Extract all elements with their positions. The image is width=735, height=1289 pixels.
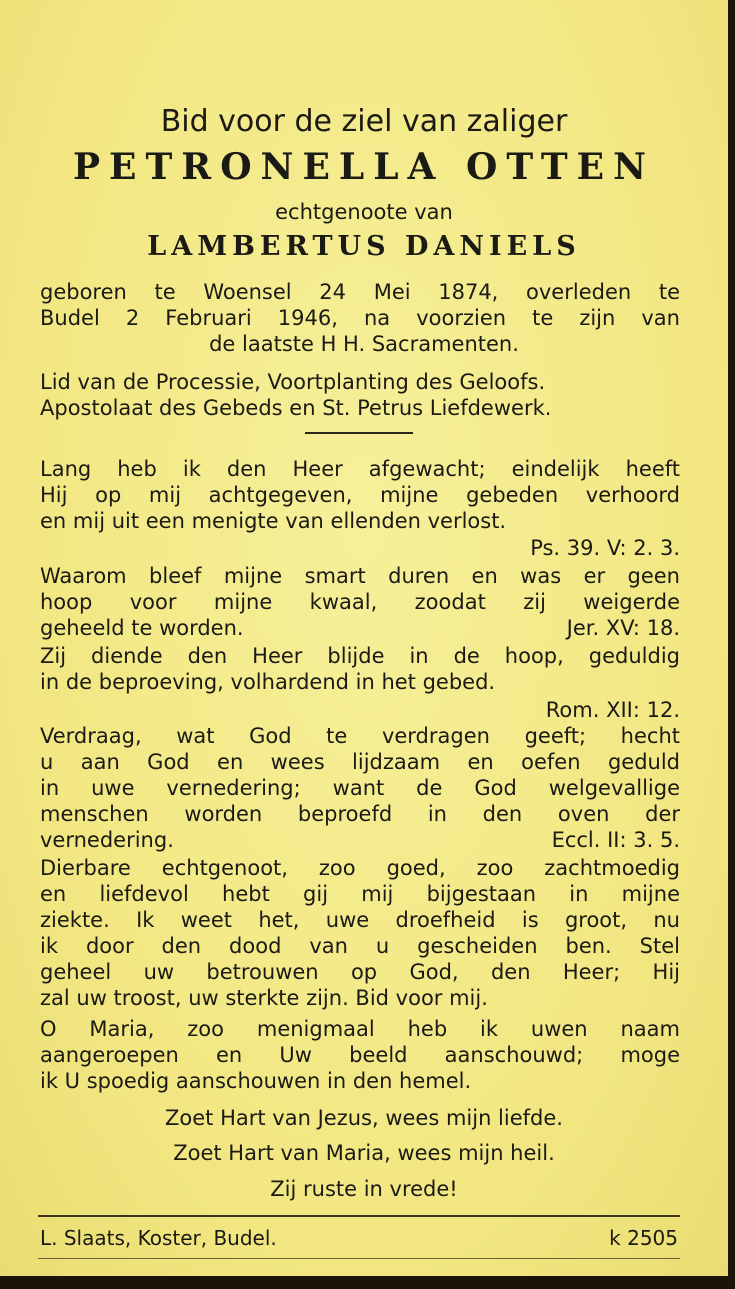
verse-line: Dierbare echtgenoot, zoo goed, zoo zachtmoedig <box>40 856 680 880</box>
verse-line: in de beproeving, volhardend in het gebed. <box>40 670 496 694</box>
verse-line: ik door den dood van u gescheiden ben. Stel <box>40 934 680 958</box>
verse-line: Hij op mij achtgegeven, mijne gebeden verhoord <box>40 483 680 507</box>
verse-line: geheeld te worden. <box>40 616 244 640</box>
verse-psalm <box>40 456 680 534</box>
verse-reference: Ps. 39. V: 2. 3. <box>530 536 680 560</box>
verse-romans <box>40 643 680 695</box>
verse-last-row <box>40 827 680 853</box>
pray-line: Bid voor de ziel van zaliger <box>160 104 568 139</box>
verse-line: Lang heb ik den Heer afgewacht; eindelijk heeft <box>40 457 680 481</box>
closing-line: Zoet Hart van Jezus, wees mijn liefde. <box>165 1106 563 1130</box>
verse-line: en mij uit een menigte van ellenden verlost. <box>40 509 507 533</box>
closing-line: Zij ruste in vrede! <box>270 1177 458 1201</box>
footer-rule-bottom <box>38 1258 680 1259</box>
verse-line: aangeroepen en Uw beeld aanschouwd; moge <box>40 1043 680 1067</box>
verse-line: Verdraag, wat God te verdragen geeft; hecht <box>40 724 680 748</box>
membership-line: Apostolaat des Gebeds en St. Petrus Liefdewerk. <box>40 396 552 420</box>
verse-line: en liefdevol hebt gij mij bijgestaan in mijne <box>40 882 680 906</box>
biography <box>40 279 680 331</box>
verse-ecclesiasticus <box>40 723 680 853</box>
farewell-spouse <box>40 855 680 1011</box>
membership <box>40 369 680 421</box>
verse-line: Waarom bleef mijne smart duren en was er geen <box>40 564 680 588</box>
verse-line: menschen worden beproefd in den oven der <box>40 802 680 826</box>
verse-line: geheel uw betrouwen op God, den Heer; Hij <box>40 960 680 984</box>
verse-reference: Rom. XII: 12. <box>545 698 680 722</box>
printer-credit: L. Slaats, Koster, Budel. <box>40 1226 277 1250</box>
spouse-name: LAMBERTUS DANIELS <box>147 231 581 262</box>
verse-line: in uwe vernedering; want de God welgevallige <box>40 776 680 800</box>
spouse-intro: echtgenoote van <box>275 200 453 224</box>
verse-line: ziekte. Ik weet het, uwe droefheid is groot, nu <box>40 908 680 932</box>
divider <box>305 432 413 434</box>
verse-reference: Eccl. II: 3. 5. <box>551 828 680 852</box>
verse-line: vernedering. <box>40 828 174 852</box>
print-code: k 2505 <box>609 1226 678 1250</box>
bio-line: geboren te Woensel 24 Mei 1874, overleden te <box>40 280 680 304</box>
closing-line: Zoet Hart van Maria, wees mijn heil. <box>173 1141 555 1165</box>
membership-line: Lid van de Processie, Voortplanting des Geloofs. <box>40 370 546 394</box>
verse-line: O Maria, zoo menigmaal heb ik uwen naam <box>40 1017 680 1041</box>
verse-line: ik U spoedig aanschouwen in den hemel. <box>40 1069 472 1093</box>
deceased-name: PETRONELLA OTTEN <box>72 146 655 188</box>
verse-line: hoop voor mijne kwaal, zoodat zij weigerde <box>40 590 680 614</box>
verse-reference: Jer. XV: 18. <box>566 616 680 640</box>
verse-last-row <box>40 615 680 641</box>
bio-line: Budel 2 Februari 1946, na voorzien te zijn van <box>40 306 680 330</box>
verse-line: zal uw troost, uw sterkte zijn. Bid voor mij. <box>40 986 488 1010</box>
bio-line-last: de laatste H H. Sacramenten. <box>209 332 519 356</box>
verse-line: u aan God en wees lijdzaam en oefen geduld <box>40 750 680 774</box>
verse-jeremiah <box>40 563 680 641</box>
footer-rule <box>38 1215 680 1217</box>
prayer-maria <box>40 1016 680 1094</box>
verse-line: Zij diende den Heer blijde in de hoop, geduldig <box>40 644 680 668</box>
